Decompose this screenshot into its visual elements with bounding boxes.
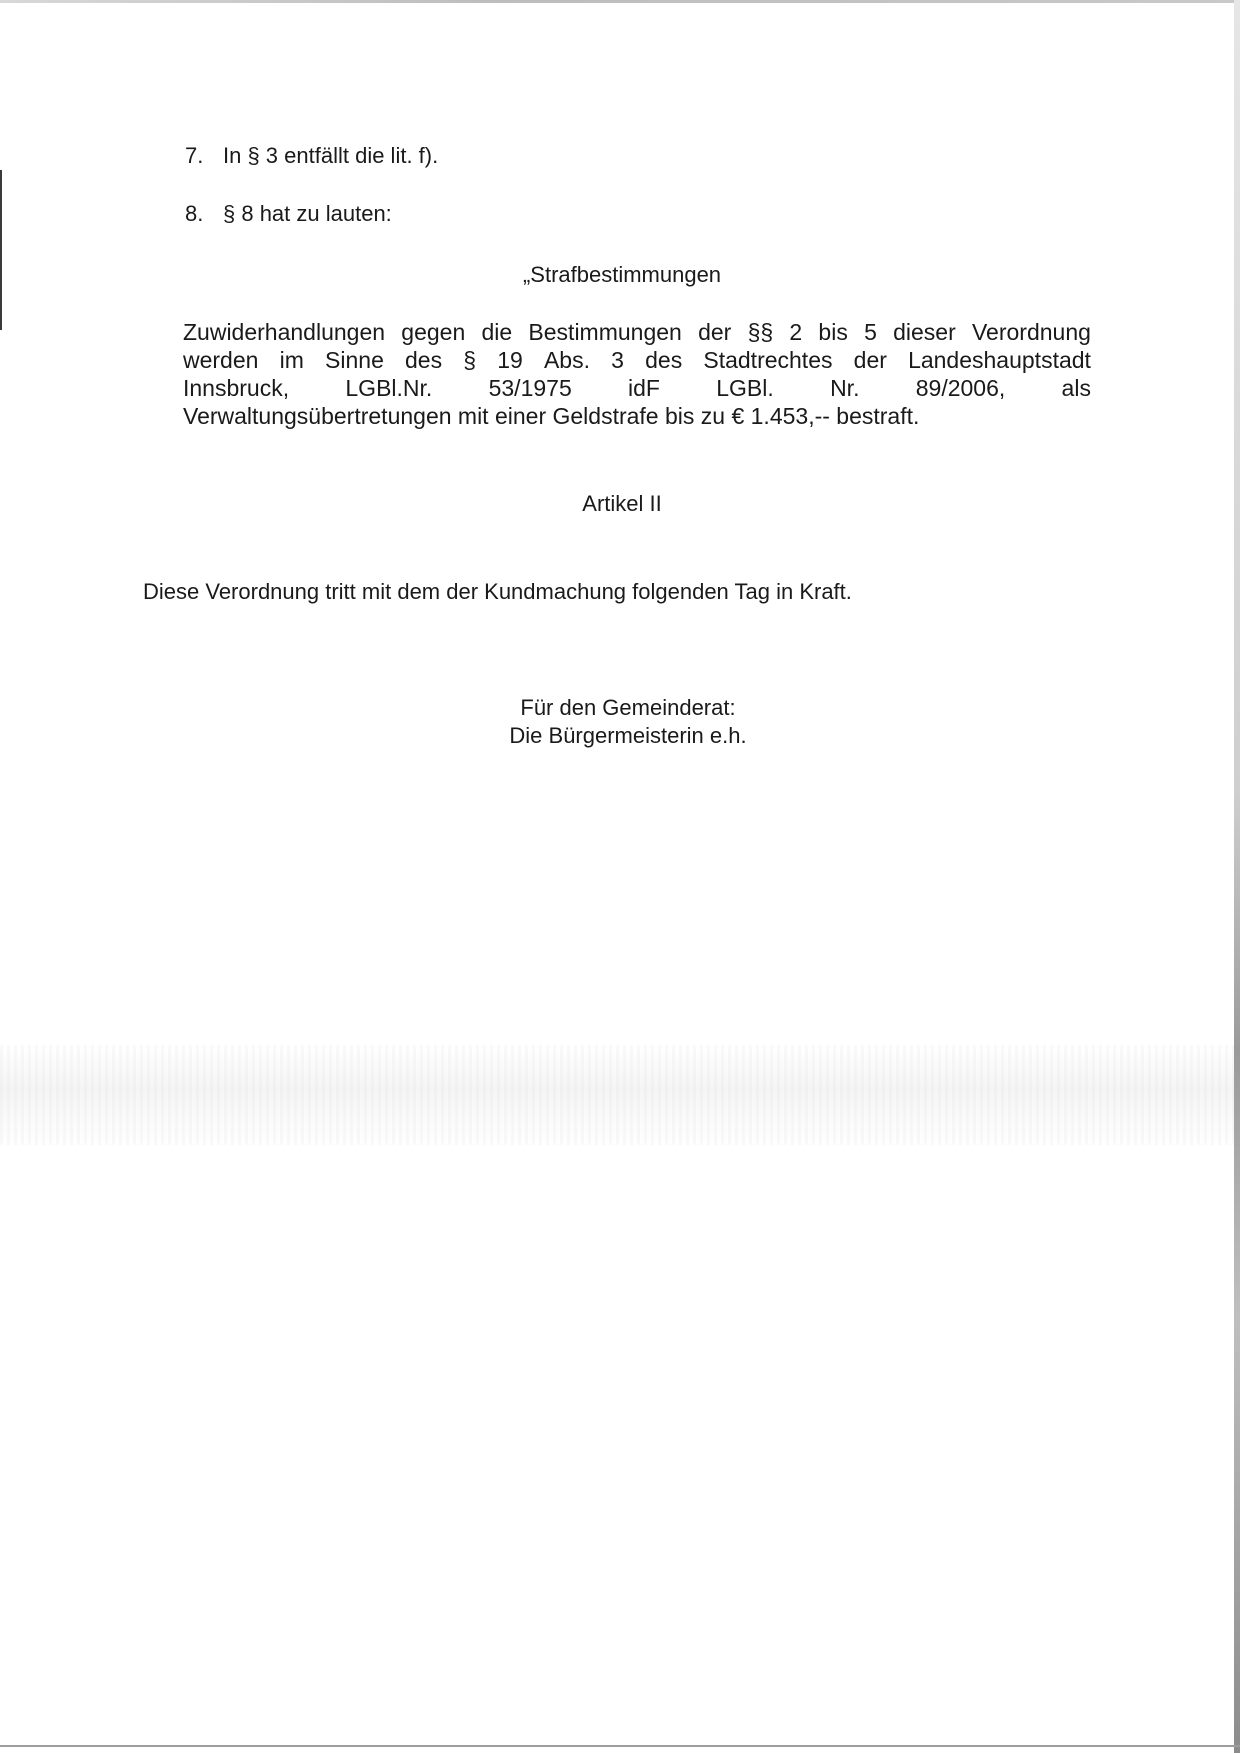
list-item-text: § 8 hat zu lauten: <box>223 201 392 226</box>
paragraph-word: des <box>645 347 683 373</box>
paragraph-word: Landeshauptstadt <box>908 347 1091 373</box>
list-item-7 <box>185 143 438 169</box>
paragraph-word: §§ <box>747 319 774 345</box>
paragraph-word: bis <box>818 319 848 345</box>
paragraph-word: der <box>698 319 732 345</box>
signature-line-2: Die Bürgermeisterin e.h. <box>509 723 747 748</box>
scan-edge-bottom <box>0 1745 1240 1747</box>
list-item-number: 7. <box>185 143 204 168</box>
paragraph-word: LGBl. <box>716 375 774 401</box>
paragraph-word: § <box>463 347 477 373</box>
paragraph-word: Zuwiderhandlungen <box>183 319 386 345</box>
paragraph-word: des <box>405 347 443 373</box>
paragraph-word: 5 <box>864 319 877 345</box>
paragraph-word: 53/1975 <box>488 375 572 401</box>
paragraph-word: Bestimmungen <box>528 319 682 345</box>
paragraph-line <box>183 346 1091 374</box>
paragraph-last-line: Verwaltungsübertretungen mit einer Geldstrafe bis zu € 1.453,-- bestraft. <box>183 403 920 429</box>
paragraph-word: 3 <box>611 347 624 373</box>
paragraph-word: Abs. <box>543 347 590 373</box>
paragraph-word: die <box>481 319 513 345</box>
scan-bleed-through <box>0 1045 1234 1145</box>
article-heading: Artikel II <box>582 491 662 516</box>
paragraph-line <box>183 318 1091 346</box>
paragraph-word: idF <box>628 375 660 401</box>
scan-edge-top <box>0 0 1240 3</box>
section-heading: „Strafbestimmungen <box>522 262 722 287</box>
paragraph-word: im <box>279 347 304 373</box>
paragraph-word: werden <box>183 347 259 373</box>
paragraph-word: gegen <box>401 319 466 345</box>
effective-clause: Diese Verordnung tritt mit dem der Kundmachung folgenden Tag in Kraft. <box>143 579 852 604</box>
list-item-text: In § 3 entfällt die lit. f). <box>223 143 439 168</box>
paragraph-word: Verordnung <box>971 319 1091 345</box>
paragraph-word: 89/2006, <box>915 375 1006 401</box>
paragraph-word: Sinne <box>325 347 384 373</box>
paragraph-word: Nr. <box>830 375 860 401</box>
paragraph-word: LGBl.Nr. <box>345 375 433 401</box>
paragraph-word: der <box>853 347 887 373</box>
paragraph-word: 2 <box>789 319 803 345</box>
scan-edge-left <box>0 170 2 330</box>
signature-line-1: Für den Gemeinderat: <box>520 695 736 720</box>
paragraph-word: dieser <box>893 319 956 345</box>
list-item-8 <box>185 201 392 227</box>
paragraph-word: 19 <box>497 347 523 373</box>
paragraph-word: Innsbruck, <box>183 375 290 401</box>
penalty-paragraph <box>183 318 1091 430</box>
paragraph-word: als <box>1061 375 1091 401</box>
list-item-number: 8. <box>185 201 204 226</box>
paragraph-word: Stadtrechtes <box>703 347 833 373</box>
paragraph-line <box>183 374 1091 402</box>
